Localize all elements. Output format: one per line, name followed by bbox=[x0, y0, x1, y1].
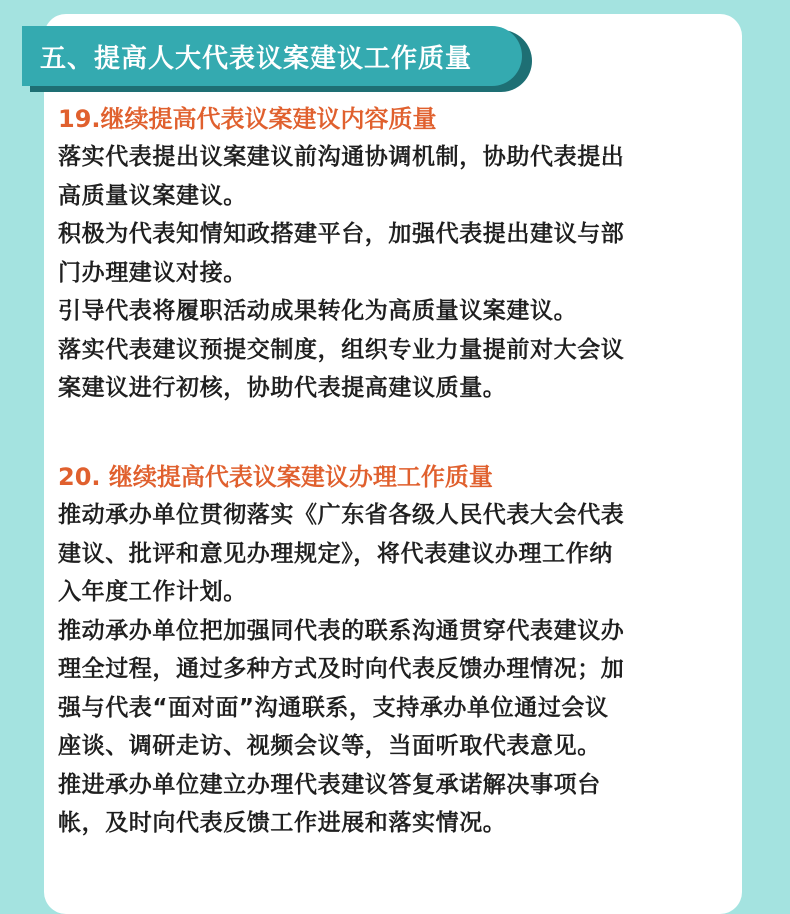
paragraph-line: 座谈、调研走访、视频会议等，当面听取代表意见。 bbox=[58, 733, 601, 759]
paragraph-line: 推进承办单位建立办理代表建议答复承诺解决事项台 bbox=[58, 771, 601, 798]
paragraph-line: 理全过程，通过多种方式及时向代表反馈办理情况；加 bbox=[58, 656, 625, 682]
paragraph-line: 落实代表提出议案建议前沟通协调机制，协助代表提出 bbox=[58, 144, 625, 170]
section-banner bbox=[22, 26, 522, 86]
paragraph-line: 推动承办单位把加强同代表的联系沟通贯穿代表建议办 bbox=[58, 617, 625, 644]
paragraph-line: 帐，及时向代表反馈工作进展和落实情况。 bbox=[58, 810, 507, 836]
paragraph-line: 入年度工作计划。 bbox=[58, 579, 247, 605]
paragraph-line: 积极为代表知情知政搭建平台，加强代表提出建议与部 bbox=[58, 221, 625, 247]
paragraph-line: 门办理建议对接。 bbox=[58, 259, 247, 286]
section-20 bbox=[58, 458, 708, 843]
page-title: 五、提高人大代表议案建议工作质量 bbox=[40, 43, 473, 74]
paragraph-line: 强与代表“面对面”沟通联系，支持承办单位通过会议 bbox=[58, 694, 609, 721]
paragraph-line: 落实代表建议预提交制度，组织专业力量提前对大会议 bbox=[58, 336, 625, 363]
section-heading: 20. 继续提高代表议案建议办理工作质量 bbox=[58, 463, 493, 491]
section-19 bbox=[58, 100, 708, 408]
section-heading: 19.继续提高代表议案建议内容质量 bbox=[58, 105, 437, 133]
paragraph-line: 推动承办单位贯彻落实《广东省各级人民代表大会代表 bbox=[58, 502, 625, 528]
paragraph-line: 案建议进行初核，协助代表提高建议质量。 bbox=[58, 375, 507, 401]
paragraph-line: 高质量议案建议。 bbox=[58, 182, 247, 209]
paragraph-line: 建议、批评和意见办理规定》，将代表建议办理工作纳 bbox=[58, 540, 613, 567]
paragraph-line: 引导代表将履职活动成果转化为高质量议案建议。 bbox=[58, 298, 578, 324]
